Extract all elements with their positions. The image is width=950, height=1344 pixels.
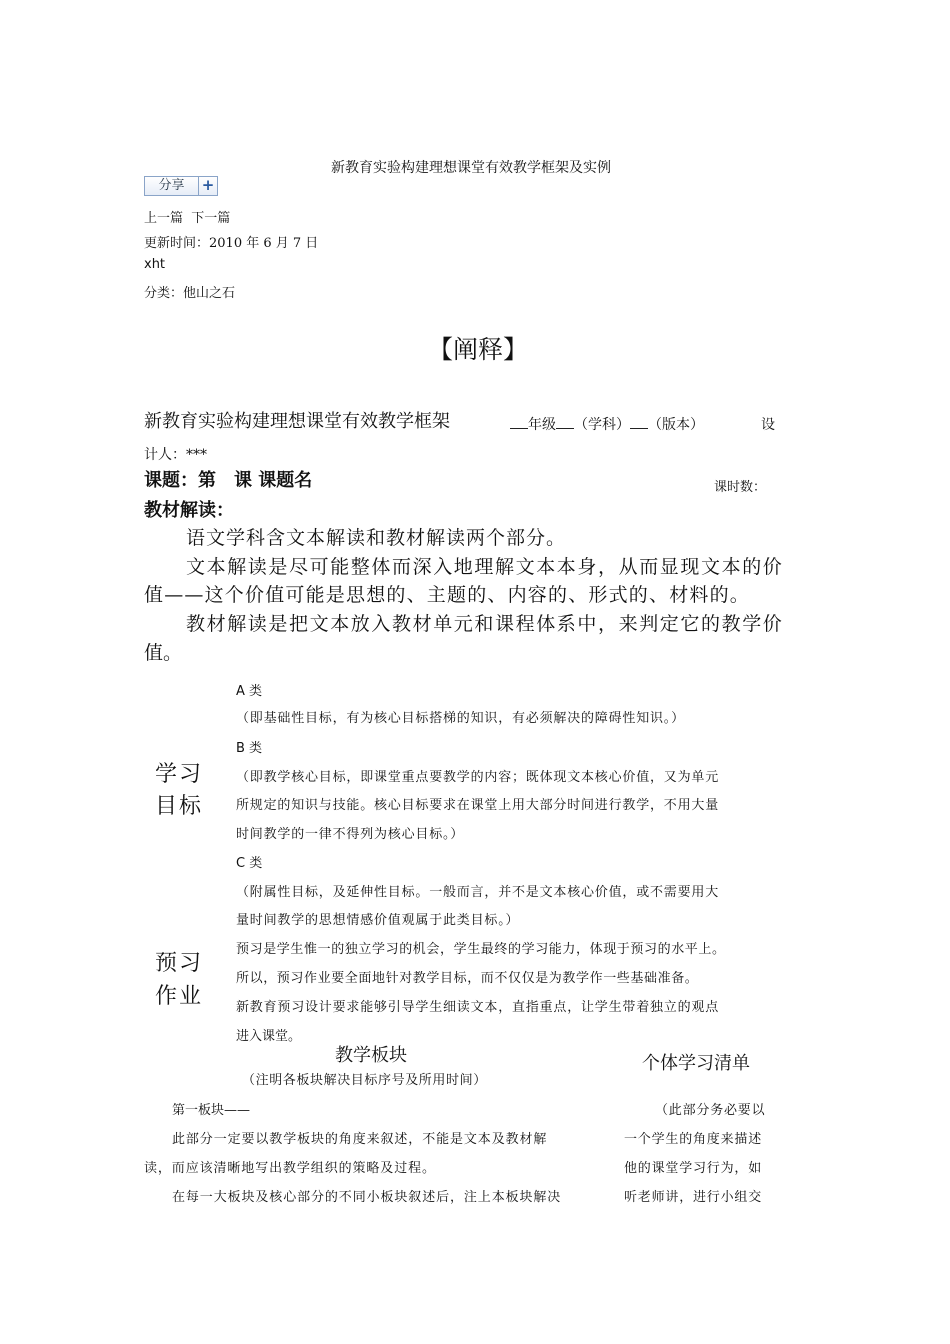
category-text: 分类：他山之石 [144, 286, 236, 301]
goal-b-line-1: （即教学核心目标，即课堂重点要教学的内容；既体现文本核心价值，又为单元 [236, 770, 720, 785]
section-heading: 【阐释】 [428, 335, 529, 364]
preview-line-2: 所以，预习作业要全面地针对教学目标，而不仅仅是为教学作一些基础准备。 [236, 971, 699, 986]
checklist-line-1: （此部分务必要以 [655, 1103, 766, 1118]
preview-label-line-2: 作业 [155, 984, 204, 1009]
design-label: 设 [761, 417, 775, 433]
goal-c-line-1: （附属性目标，及延伸性目标。一般而言，并不是文本核心价值，或不需要用大 [236, 885, 720, 900]
blocks-line-1: 此部分一定要以教学板块的角度来叙述，不能是文本及教材解 [172, 1132, 548, 1147]
goal-a-text: （即基础性目标，有为核心目标搭梯的知识，有必须解决的障碍性知识。） [236, 711, 685, 726]
goal-b-line-3: 时间教学的一律不得列为核心目标。） [236, 827, 465, 842]
lesson-title: 课题：第 课 课题名 [144, 470, 313, 491]
blocks-line-2: 读，而应该清晰地写出教学组织的策略及过程。 [144, 1161, 436, 1176]
page-title: 新教育实验构建理想课堂有效教学框架及实例 [331, 160, 611, 176]
preview-line-1: 预习是学生惟一的独立学习的机会，学生最终的学习能力，体现于预习的水平上。 [236, 942, 726, 957]
paragraph-1: 语文学科含文本解读和教材解读两个部分。 [186, 527, 567, 549]
checklist-line-3: 他的课堂学习行为，如 [624, 1161, 763, 1176]
preview-line-3: 新教育预习设计要求能够引导学生细读文本，直指重点，让学生带着独立的观点 [236, 1000, 720, 1015]
paragraph-2-line-2: 值——这个价值可能是思想的、主题的、内容的、形式的、材料的。 [144, 584, 751, 606]
first-block-label: 第一板块—— [172, 1103, 251, 1118]
grade-blank [510, 414, 528, 429]
subject-blank [556, 414, 574, 429]
subject-label: （学科） [574, 417, 630, 433]
author: xht [144, 257, 166, 272]
paragraph-3-line-1: 教材解读是把文本放入教材单元和课程体系中，来判定它的教学价 [186, 613, 784, 635]
goal-b-line-2: 所规定的知识与技能。核心目标要求在课堂上用大部分时间进行教学，不用大量 [236, 798, 720, 813]
plus-icon: + [201, 176, 215, 194]
paragraph-2-line-1: 文本解读是尽可能整体而深入地理解文本本身，从而显现文本的价 [186, 556, 784, 578]
goal-c-label: C 类 [236, 856, 263, 871]
article-nav [144, 207, 230, 226]
prev-article-link[interactable]: 上一篇 [144, 211, 184, 226]
next-article-link[interactable]: 下一篇 [191, 211, 231, 226]
goal-a-label: A 类 [236, 684, 263, 699]
category[interactable] [144, 282, 235, 301]
version-label: （版本） [648, 417, 704, 433]
goals-label-line-2: 目标 [155, 794, 204, 819]
share-button[interactable] [144, 176, 218, 196]
lesson-hours: 课时数： [714, 480, 767, 495]
checklist-line-4: 听老师讲，进行小组交 [624, 1190, 763, 1205]
checklist-heading: 个体学习清单 [642, 1053, 750, 1074]
material-heading: 教材解读： [144, 500, 234, 521]
checklist-line-2: 一个学生的角度来描述 [624, 1132, 763, 1147]
blocks-note: （注明各板块解决目标序号及所用时间） [242, 1073, 487, 1088]
framework-title: 新教育实验构建理想课堂有效教学框架 [144, 411, 450, 432]
goal-b-label: B 类 [236, 741, 263, 756]
update-time: 更新时间：2010 年 6 月 7 日 [144, 236, 319, 251]
designer: 计人：*** [144, 447, 207, 463]
share-label: 分享 [145, 177, 199, 195]
goals-label-line-1: 学习 [155, 762, 204, 787]
preview-label-line-1: 预习 [155, 951, 204, 976]
preview-line-4: 进入课堂。 [236, 1029, 302, 1044]
paragraph-3-line-2: 值。 [144, 642, 183, 664]
blocks-line-3: 在每一大板块及核心部分的不同小板块叙述后，注上本板块解决 [172, 1190, 562, 1205]
version-blank [630, 414, 648, 429]
grade-subject-version [510, 414, 704, 434]
blocks-heading: 教学板块 [335, 1045, 407, 1066]
goal-c-line-2: 量时间教学的思想情感价值观属于此类目标。） [236, 913, 520, 928]
grade-label: 年级 [528, 417, 556, 433]
